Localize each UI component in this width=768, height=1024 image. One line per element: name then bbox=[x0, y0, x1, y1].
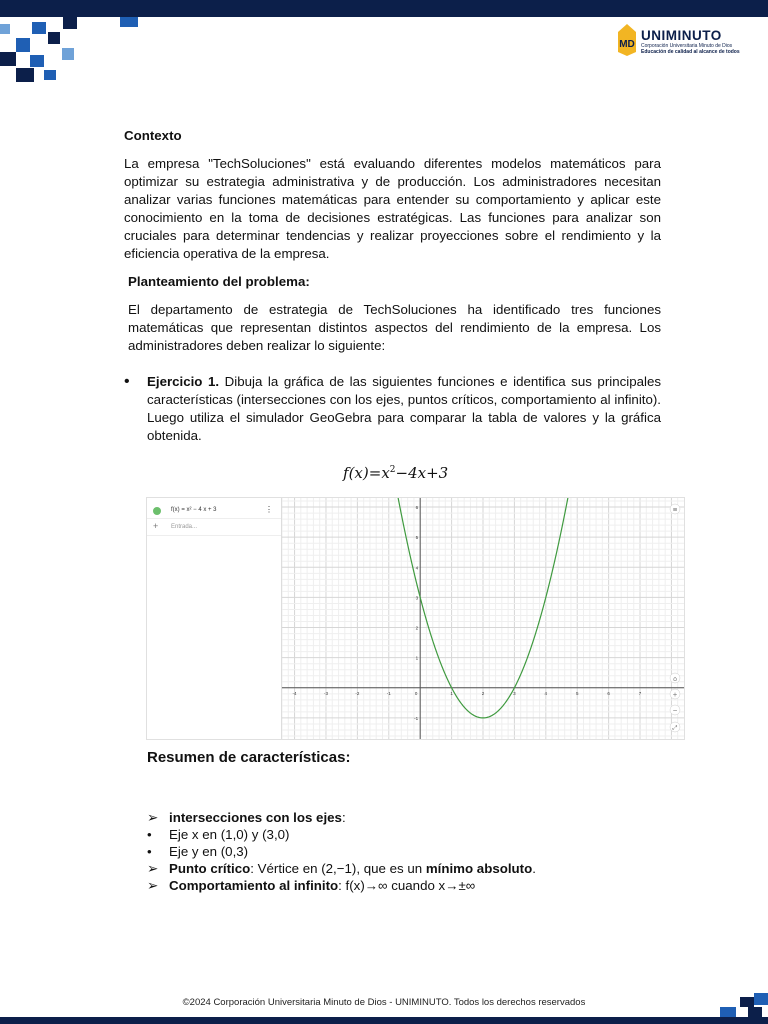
function-expression: f(x) = x² − 4 x + 3 bbox=[171, 507, 217, 513]
algebra-panel bbox=[147, 498, 282, 739]
exercise-text: Dibuja la gráfica de las siguientes funciones e identifica sus principales características (intersecciones con los ejes, puntos críticos, comportamiento al infinito). Luego utiliza el simulador GeoGebra para comparar la tabla de valores y la gráfica obtenida. bbox=[147, 374, 661, 443]
svg-text:MD: MD bbox=[619, 39, 635, 50]
algebra-menu-icon: ⋮ bbox=[265, 505, 273, 514]
x-tick-label: -1 bbox=[386, 690, 391, 696]
problem-paragraph: El departamento de estrategia de TechSoluciones ha identificado tres funciones matemáticas que representan distintos aspectos del rendimiento de la empresa. Los administradores deben realizar lo siguiente: bbox=[128, 302, 661, 353]
zoom-in-icon-glyph: + bbox=[672, 691, 678, 699]
x-tick-label: 1 bbox=[450, 690, 453, 696]
y-tick-label: 3 bbox=[415, 595, 419, 601]
style-bar-icon-glyph: ≡ bbox=[672, 506, 678, 514]
summary-item-infinity: ➢ Comportamiento al infinito: f(x)→∞ cuando x→±∞ bbox=[147, 878, 476, 893]
add-icon: + bbox=[153, 521, 159, 531]
exercise-item bbox=[124, 373, 661, 445]
summary-item-intersections: ➢ intersecciones con los ejes: bbox=[147, 810, 346, 825]
bottom-banner bbox=[0, 1017, 768, 1024]
y-tick-label: 1 bbox=[415, 655, 419, 661]
y-tick-label: 4 bbox=[415, 565, 419, 571]
y-tick-label: 6 bbox=[415, 505, 419, 511]
uniminuto-logo bbox=[614, 22, 764, 60]
summary-list bbox=[147, 809, 536, 894]
summary-item-critical-point: ➢ Punto crítico: Vértice en (2,−1), que es un mínimo absoluto. bbox=[147, 861, 536, 876]
bullet-icon: • bbox=[124, 373, 130, 390]
x-tick-label: 0 bbox=[414, 690, 418, 696]
logo-name: UNIMINUTO bbox=[641, 28, 722, 43]
graphics-view bbox=[282, 498, 684, 739]
exercise-label: Ejercicio 1. bbox=[147, 374, 220, 389]
x-tick-label: 6 bbox=[607, 690, 610, 696]
x-tick-label: 2 bbox=[481, 690, 485, 696]
geogebra-screenshot bbox=[146, 497, 685, 740]
x-tick-label: 4 bbox=[544, 690, 548, 696]
x-tick-label: -4 bbox=[292, 690, 297, 696]
algebra-row-function bbox=[147, 502, 281, 519]
logo-line2: Educación de calidad al alcance de todos bbox=[641, 49, 740, 55]
home-icon-glyph: ⌂ bbox=[673, 675, 677, 683]
footer-copyright: ©2024 Corporación Universitaria Minuto de Dios - UNIMINUTO. Todos los derechos reservados bbox=[182, 997, 586, 1008]
logo-mark-icon bbox=[614, 22, 640, 58]
context-heading: Contexto bbox=[124, 128, 182, 143]
x-tick-label: -2 bbox=[355, 690, 360, 696]
summary-heading: Resumen de características: bbox=[147, 749, 351, 766]
pixel-decoration bbox=[0, 0, 170, 85]
y-tick-label: 5 bbox=[415, 535, 419, 541]
document-body bbox=[124, 127, 661, 445]
algebra-input-row bbox=[147, 519, 281, 536]
x-tick-label: -3 bbox=[323, 690, 328, 696]
summary-item-y-intercept: • Eje y en (0,3) bbox=[147, 844, 249, 859]
function-formula: $f(x)=x^2-4x+3$ bbox=[343, 464, 449, 482]
problem-heading: Planteamiento del problema: bbox=[128, 274, 310, 289]
algebra-input: Entrada... bbox=[171, 524, 198, 530]
zoom-out-icon-glyph: − bbox=[672, 707, 678, 715]
x-tick-label: 7 bbox=[638, 690, 642, 696]
x-tick-label: 3 bbox=[513, 690, 516, 696]
visibility-dot-icon bbox=[152, 506, 162, 516]
summary-item-x-intercepts: • Eje x en (1,0) y (3,0) bbox=[147, 827, 290, 842]
context-paragraph: La empresa "TechSoluciones" está evaluando diferentes modelos matemáticos para optimizar su estrategia administrativa y de producción. Los administradores necesitan analizar varias funciones matemáticas para entender su comportamiento y aplicar este conocimiento en la toma de decisiones estratégicas. Las funciones para analizar son cruciales para determinar tendencias y realizar proyecciones sobre el rendimiento y la eficiencia operativa de la empresa. bbox=[124, 156, 661, 261]
logo-line1: Corporación Universitaria Minuto de Dios bbox=[641, 43, 733, 49]
y-tick-label: 2 bbox=[415, 625, 419, 631]
x-tick-label: 5 bbox=[575, 690, 579, 696]
footer-pixel-decoration bbox=[715, 993, 768, 1024]
y-tick-label: -1 bbox=[414, 715, 419, 721]
fullscreen-icon-glyph: ⤢ bbox=[672, 724, 678, 732]
